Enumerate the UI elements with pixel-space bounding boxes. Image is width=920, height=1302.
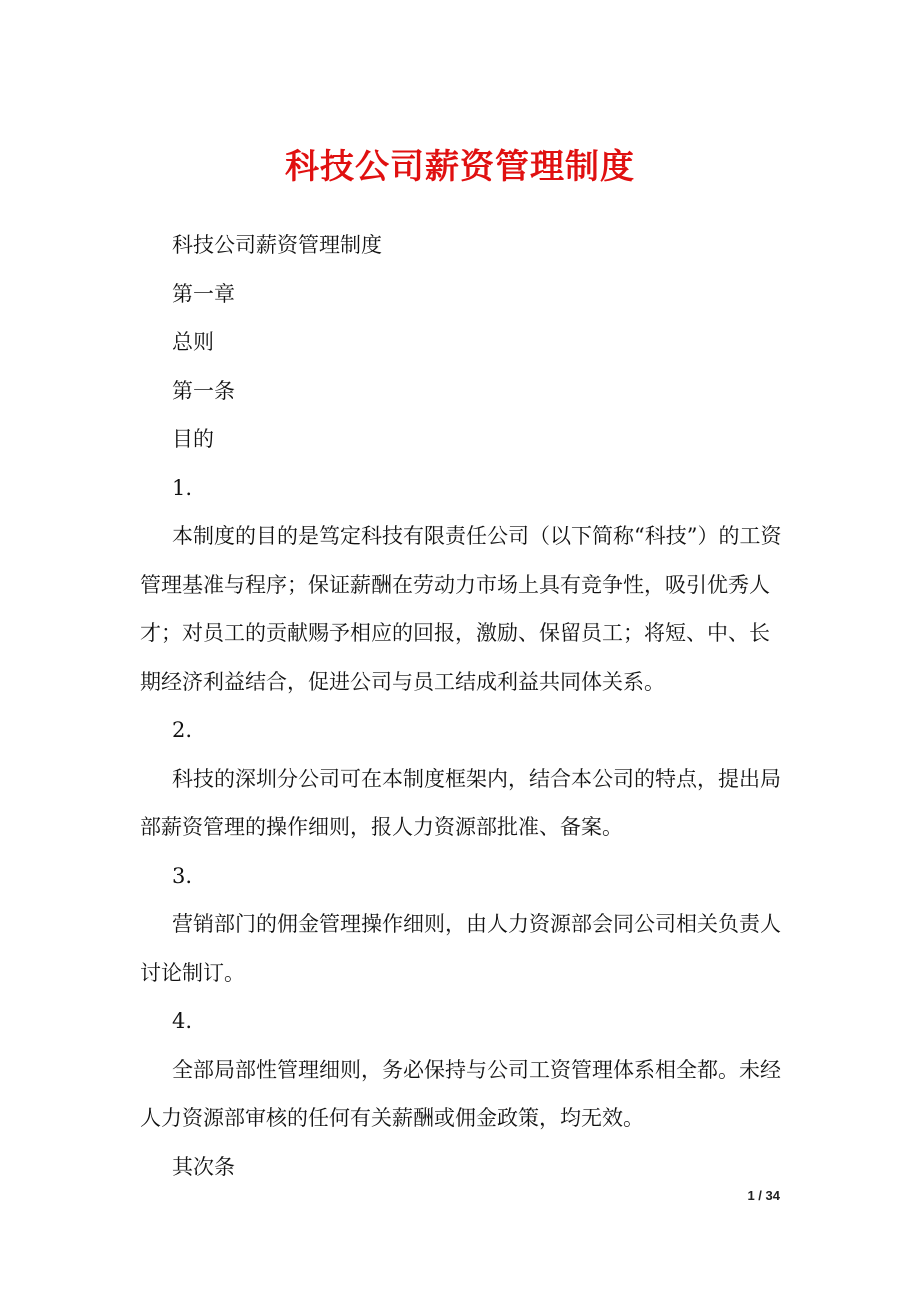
item-number: 1. bbox=[172, 475, 193, 500]
paragraph: 科技公司薪资管理制度 bbox=[172, 233, 382, 257]
page-number: 1 / 34 bbox=[747, 1188, 780, 1203]
item-number: 4. bbox=[172, 1009, 193, 1033]
document-title: 科技公司薪资管理制度 bbox=[285, 147, 635, 187]
paragraph: 科技的深圳分公司可在本制度框架内，结合本公司的特点，提出局部薪资管理的操作细则，报人力资源部批准、备案。 bbox=[140, 766, 781, 839]
item-number: 3. bbox=[172, 863, 193, 888]
document-body bbox=[140, 221, 790, 1191]
chapter-heading: 第一章 bbox=[172, 281, 235, 306]
item-number: 2. bbox=[172, 718, 193, 742]
paragraph: 全部局部性管理细则，务必保持与公司工资管理体系相全都。未经人力资源部审核的任何有关薪酬或佣金政策，均无效。 bbox=[140, 1057, 781, 1130]
article-heading: 其次条 bbox=[172, 1154, 235, 1179]
article-subject: 目的 bbox=[172, 427, 214, 451]
article-heading: 第一条 bbox=[172, 378, 235, 403]
paragraph: 营销部门的佣金管理操作细则，由人力资源部会同公司相关负责人讨论制订。 bbox=[140, 912, 781, 985]
section-heading: 总则 bbox=[172, 330, 214, 354]
paragraph: 本制度的目的是笃定科技有限责任公司（以下简称“科技”）的工资管理基准与程序；保证薪酬在劳动力市场上具有竞争性，吸引优秀人才；对员工的贡献赐予相应的回报，激励、保留员工；将短、中、长期经济利益结合，促进公司与员工结成利益共同体关系。 bbox=[140, 524, 782, 694]
